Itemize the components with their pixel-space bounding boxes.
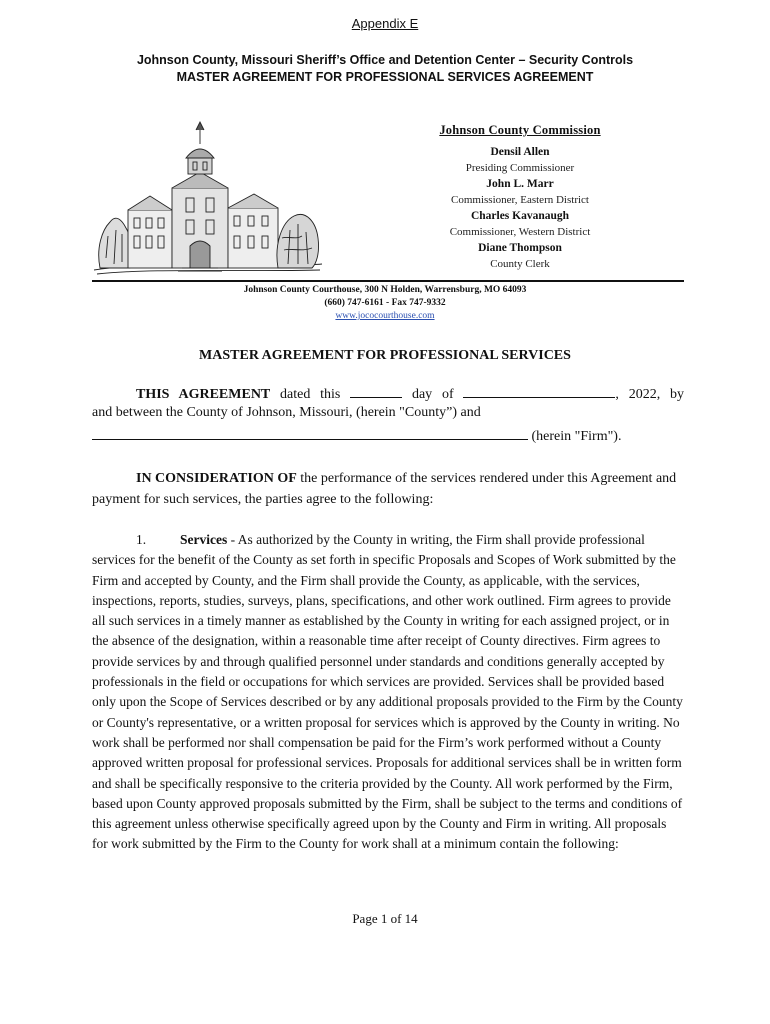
phone-fax-line: (660) 747-6161 - Fax 747-9332 (324, 298, 446, 308)
section-number: 1. (136, 532, 147, 547)
page-number: Page 1 of 14 (352, 911, 418, 926)
consideration-text: the performance of the services rendered under this Agreement and payment for such services, the parties agree to the following: (92, 471, 677, 507)
member-role: Commissioner, Eastern District (451, 194, 589, 206)
commission-heading: Johnson County Commission (439, 123, 601, 137)
document-title-line2: MASTER AGREEMENT FOR PROFESSIONAL SERVICES AGREEMENT (176, 70, 594, 84)
letterhead-address (0, 284, 770, 323)
document-title-line1: Johnson County, Missouri Sheriff’s Office and Detention Center – Security Controls (136, 53, 634, 67)
section-title: Services (180, 532, 228, 547)
appendix-label: Appendix E (351, 16, 419, 31)
firm-blank[interactable] (92, 426, 528, 440)
courthouse-illustration (92, 118, 324, 276)
agreement-title: MASTER AGREEMENT FOR PROFESSIONAL SERVICES (199, 348, 571, 363)
letterhead-divider (92, 280, 684, 282)
day-blank[interactable] (350, 384, 402, 398)
intro-line-2: and between the County of Johnson, Missouri, (herein "County”) and (92, 405, 481, 420)
website-link[interactable]: www.jococourthouse.com (335, 311, 435, 321)
commission-block (395, 122, 645, 272)
section-text: - As authorized by the County in writing, the Firm shall provide professional services for the benefit of the County as set forth in specific Proposals and Scopes of Work submitted by the Firm and accepted by County, and the Firm shall provide the County, as applicable, with the services, inspections, reports, studies, surveys, plans, specifications, and other work outlined. Firm agrees to provide all such services in a timely manner as established by the County in writing for each assigned project, or in the absence of the designation, within a reasonable time after receipt of County directives. Firm agrees to provide services by and through qualified personnel under standards and conditions generally accepted by professionals in the field or occupations for which services are provided. Services shall be provided based only upon the Scope of Services described or by any additional proposals provided to the Firm by the County or County's representative, or a written proposal for services which is approved by the County in writing. No work shall be performed nor shall compensation be paid for the Firm’s work performed without a County approved written proposal for professional services. Proposals for additional services shall be in written form and shall be specifically responsive to the criteria provided by the County. All work performed by the Firm, based upon County approved proposals submitted by the Firm, shall be subject to the terms and conditions of this agreement unless otherwise specifically agreed upon by the County and Firm in writing. All proposals for work submitted by the Firm to the County for work shall at a minimum contain the following: (92, 532, 683, 852)
member-role: Presiding Commissioner (465, 162, 575, 174)
intro-line-1 (92, 384, 684, 403)
member-name: John L. Marr (486, 178, 554, 190)
consideration-bold: IN CONSIDERATION OF (136, 471, 297, 486)
services-paragraph (92, 530, 684, 855)
intro-dated: dated this (270, 387, 351, 402)
consideration-paragraph (92, 468, 684, 510)
member-name: Diane Thompson (478, 242, 562, 254)
intro-line-3 (92, 426, 684, 445)
member-name: Charles Kavanaugh (470, 210, 570, 222)
address-line: Johnson County Courthouse, 300 N Holden, Warrensburg, MO 64093 (243, 285, 527, 295)
member-role: County Clerk (490, 258, 550, 270)
member-name: Densil Allen (490, 146, 550, 158)
month-blank[interactable] (463, 384, 615, 398)
intro-day: day of (402, 387, 464, 402)
intro-year: , 2022, by (615, 387, 684, 402)
intro-firm: (herein "Firm"). (528, 429, 622, 444)
intro-bold: THIS AGREEMENT (136, 387, 271, 402)
member-role: Commissioner, Western District (449, 226, 591, 238)
